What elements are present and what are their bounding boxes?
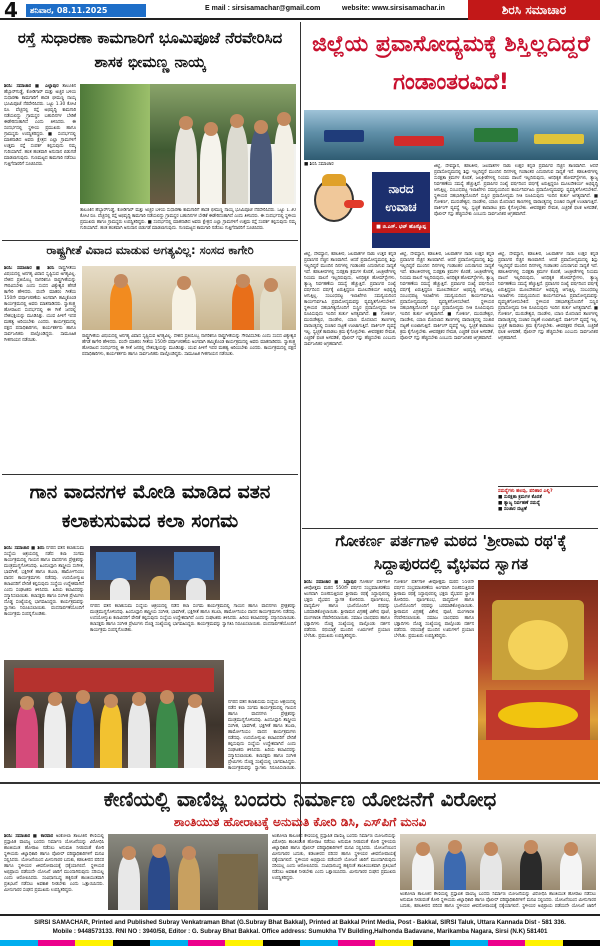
kerebandaru-memo-photo bbox=[108, 834, 268, 910]
gokarna-dateline: ಶಿರಸಿ: ಸಮಾಚಾರ ■ ಸಿದ್ದಾಪುರ bbox=[304, 580, 357, 585]
gokarna-text-col2: ಗೋಕರ್ಣ ಪರ್ತಗಾಳಿ ಜೀವೋತ್ತಮ ಮಠದ 550ನೇ ವರ್ಷದ ಸಂಭ್ರಮಾಚರಣೆಯ ಅಂಗವಾಗಿ ಸಂಚರಿಸುತ್ತಿರುವ ಶ್ರೀರಾಮ ರಥಕ್ಕೆ ಸಿದ್ದಾಪುರದಲ್ಲಿ ಭಕ್ತರು ವೈಭವದ ಸ್ವಾಗತ ಕೋರಿದರು. ಪೂರ್ಣಕುಂಭ, ವಾದ್ಯಮೇಳ ಹಾಗೂ ಭಜನೆಯೊಂದಿಗೆ ರಥವನ್ನು ಬರಮಾಡಿಕೊಳ್ಳಲಾಯಿತು. ಶ್ರೀರಾಮನ ವಿಗ್ರಹಕ್ಕೆ ವಿಶೇಷ ಪೂಜೆ, ಮಂಗಳಾರತಿ ನೆರವೇರಿಸಲಾಯಿತು. ಸಮಾಜ ಬಾಂಧವರು ಹಾಗೂ ಭಕ್ತಾದಿಗಳು ದೊಡ್ಡ ಸಂಖ್ಯೆಯಲ್ಲಿ ಪಾಲ್ಗೊಂಡು ದರ್ಶನ ಪಡೆದರು. ರಥಯಾತ್ರೆ ಮುಂದಿನ ಊರುಗಳಿಗೆ ಪ್ರಯಾಣ ಬೆಳೆಸಿತು. ಪ್ರಮುಖರು ಉಪಸ್ಥಿತರಿದ್ದರು. bbox=[394, 580, 474, 639]
side-note-line: ■ ಸುರಕ್ಷತಾ ಕ್ರಮಗಳ ಕೊರತೆ bbox=[498, 495, 542, 500]
kerebandaru-dateline: ಶಿರಸಿ: ಸಮಾಚಾರ ■ ಕಾರವಾರ bbox=[4, 834, 54, 839]
gokarna-body bbox=[304, 580, 390, 780]
kerebandaru-body-col2 bbox=[272, 834, 396, 910]
naarada-author: ■ ಜಿ.ಎಸ್. ಭಟ್ ಹೊಸ್ಕೊಪ್ಪ bbox=[372, 222, 430, 233]
rule bbox=[2, 240, 298, 241]
bhoomi-pooje-headline: ರಸ್ತೆ ಸುಧಾರಣಾ ಕಾಮಗಾರಿಗೆ ಭೂಮಿಪೂಜೆ ನೆರವೇರಿಸಿದ ಶಾಸಕ ಭೀಮಣ್ಣ ನಾಯ್ಕ bbox=[17, 29, 283, 71]
pravasodyama-text-col1: ಜಿಲ್ಲೆ, ದೇವಸ್ಥಾನ, ಕಡಲತೀರ, ಜಲಪಾತಗಳ ನಾಡು ಉತ್ತರ ಕನ್ನಡ ಪ್ರವಾಸಿಗರ ನೆಚ್ಚಿನ ತಾಣವಾಗಿದೆ. ಆದರೆ ಪ್ರವಾಸೋದ್ಯಮದಲ್ಲಿ ಶಿಸ್ತು ಇಲ್ಲದಿದ್ದರೆ ಮುಂದಿನ ದಿನಗಳಲ್ಲಿ ಗಂಡಾಂತರ ಎದುರಾಗುವ ಸಾಧ್ಯತೆ ಇದೆ. ಕಡಲತೀರಗಳಲ್ಲಿ ಸುರಕ್ಷತಾ ಕ್ರಮಗಳ ಕೊರತೆ, ಜಲಕ್ರೀಡೆಗಳಲ್ಲಿ ನಿಯಮ ಪಾಲನೆ ಇಲ್ಲದಿರುವುದು, ಅನಧಿಕೃತ ಹೋಮ್‌ಸ್ಟೇಗಳು, ತ್ಯಾಜ್ಯ ನಿರ್ವಹಣೆಯ ಸಮಸ್ಯೆ ಹೆಚ್ಚುತ್ತಿದೆ. ಪ್ರವಾಸಿಗರ ಸಂಖ್ಯೆ ವರ್ಷದಿಂದ ವರ್ಷಕ್ಕೆ ಏರುತ್ತಿದ್ದರೂ ಮೂಲಸೌಕರ್ಯ ಅಭಿವೃದ್ಧಿ ಆಗುತ್ತಿಲ್ಲ. ಸಂಬಂಧಪಟ್ಟ ಇಲಾಖೆಗಳು ಸಮನ್ವಯದಿಂದ ಕಾರ್ಯನಿರ್ವಹಿಸಿ ಪ್ರವಾಸೋದ್ಯಮವನ್ನು ವ್ಯವಸ್ಥಿತಗೊಳಿಸಬೇಕಿದೆ. ಸ್ಥಳೀಯರ ಸಹಭಾಗಿತ್ವದೊಂದಿಗೆ ಸುಸ್ಥಿರ ಪ್ರವಾಸೋದ್ಯಮ ನೀತಿ ರೂಪಿಸುವುದು ಇಂದಿನ ತುರ್ತು ಅಗತ್ಯವಾಗಿದೆ. ■ ಗೋಕರ್ಣ, ಮುರುಡೇಶ್ವರ, ದಾಂಡೇಲಿ, ಯಾಣ ಮೊದಲಾದ ತಾಣಗಳಲ್ಲಿ ವಾರಾಂತ್ಯದಲ್ಲಿ ಸಂಚಾರ ದಟ್ಟಣೆ ಉಂಟಾಗುತ್ತಿದೆ. ಪಾರ್ಕಿಂಗ್ ವ್ಯವಸ್ಥೆ ಇಲ್ಲ. ಸ್ವಚ್ಛತೆ ಕಾಪಾಡಲು ಕ್ರಮ ಕೈಗೊಳ್ಳಬೇಕು. ಜೀವರಕ್ಷಕರ ನೇಮಕ, ಎಚ್ಚರಿಕೆ ಫಲಕ ಅಳವಡಿಕೆ, ಪೊಲೀಸ್ ಗಸ್ತು ಹೆಚ್ಚಿಸಬೇಕು ಎಂಬುದು ಸಾರ್ವಜನಿಕರ ಆಗ್ರಹವಾಗಿದೆ. bbox=[304, 252, 396, 347]
sriraama-ratha-photo bbox=[478, 580, 598, 780]
side-note-heading: ಸಮಸ್ಯೆಗಳು ಹಲವು, ಪರಿಹಾರ ಎಲ್ಲಿ? bbox=[498, 489, 553, 494]
gaana-group-photo bbox=[4, 660, 224, 768]
naarada-uvaacha-box bbox=[372, 172, 430, 248]
naarada-cartoon bbox=[304, 172, 370, 248]
kerebandaru-body-col3 bbox=[400, 892, 596, 910]
rashtrageete-dateline: ಶಿರಸಿ: ಸಮಾಚಾರ ■ ಶಿರಸಿ bbox=[4, 266, 55, 271]
gokarna-body-col2 bbox=[394, 580, 474, 780]
bhoomi-pooje-body-cont bbox=[80, 208, 296, 238]
rule bbox=[0, 782, 600, 784]
rashtrageete-photo bbox=[82, 266, 296, 330]
bhoomi-pooje-body bbox=[4, 84, 76, 252]
page-header bbox=[0, 0, 600, 20]
pravasodyama-body bbox=[434, 164, 598, 248]
rashtrageete-headline: ರಾಷ್ಟ್ರಗೀತೆ ವಿವಾದ ಮಾಡುವ ಅಗತ್ಯವಿಲ್ಲ: ಸಂಸದ ಕಾಗೇರಿ bbox=[46, 244, 254, 257]
gaana-stage-photo bbox=[90, 546, 220, 600]
imprint-line-2: Mobile : 9448573133. RNI NO : 3940/58, Editor : G. Subray Bhat Bakkal. Office address: Sumukha TV Building,Halhonda Badavane, Marikamba Nagara, Sirsi (N.K) 581401 bbox=[52, 928, 548, 935]
kerebandaru-office-photo bbox=[400, 834, 596, 890]
pravasodyama-text-col3: ಜಿಲ್ಲೆ, ದೇವಸ್ಥಾನ, ಕಡಲತೀರ, ಜಲಪಾತಗಳ ನಾಡು ಉತ್ತರ ಕನ್ನಡ ಪ್ರವಾಸಿಗರ ನೆಚ್ಚಿನ ತಾಣವಾಗಿದೆ. ಆದರೆ ಪ್ರವಾಸೋದ್ಯಮದಲ್ಲಿ ಶಿಸ್ತು ಇಲ್ಲದಿದ್ದರೆ ಮುಂದಿನ ದಿನಗಳಲ್ಲಿ ಗಂಡಾಂತರ ಎದುರಾಗುವ ಸಾಧ್ಯತೆ ಇದೆ. ಕಡಲತೀರಗಳಲ್ಲಿ ಸುರಕ್ಷತಾ ಕ್ರಮಗಳ ಕೊರತೆ, ಜಲಕ್ರೀಡೆಗಳಲ್ಲಿ ನಿಯಮ ಪಾಲನೆ ಇಲ್ಲದಿರುವುದು, ಅನಧಿಕೃತ ಹೋಮ್‌ಸ್ಟೇಗಳು, ತ್ಯಾಜ್ಯ ನಿರ್ವಹಣೆಯ ಸಮಸ್ಯೆ ಹೆಚ್ಚುತ್ತಿದೆ. ಪ್ರವಾಸಿಗರ ಸಂಖ್ಯೆ ವರ್ಷದಿಂದ ವರ್ಷಕ್ಕೆ ಏರುತ್ತಿದ್ದರೂ ಮೂಲಸೌಕರ್ಯ ಅಭಿವೃದ್ಧಿ ಆಗುತ್ತಿಲ್ಲ. ಸಂಬಂಧಪಟ್ಟ ಇಲಾಖೆಗಳು ಸಮನ್ವಯದಿಂದ ಕಾರ್ಯನಿರ್ವಹಿಸಿ ಪ್ರವಾಸೋದ್ಯಮವನ್ನು ವ್ಯವಸ್ಥಿತಗೊಳಿಸಬೇಕಿದೆ. ಸ್ಥಳೀಯರ ಸಹಭಾಗಿತ್ವದೊಂದಿಗೆ ಸುಸ್ಥಿರ ಪ್ರವಾಸೋದ್ಯಮ ನೀತಿ ರೂಪಿಸುವುದು ಇಂದಿನ ತುರ್ತು ಅಗತ್ಯವಾಗಿದೆ. ■ ಗೋಕರ್ಣ, ಮುರುಡೇಶ್ವರ, ದಾಂಡೇಲಿ, ಯಾಣ ಮೊದಲಾದ ತಾಣಗಳಲ್ಲಿ ವಾರಾಂತ್ಯದಲ್ಲಿ ಸಂಚಾರ ದಟ್ಟಣೆ ಉಂಟಾಗುತ್ತಿದೆ. ಪಾರ್ಕಿಂಗ್ ವ್ಯವಸ್ಥೆ ಇಲ್ಲ. ಸ್ವಚ್ಛತೆ ಕಾಪಾಡಲು ಕ್ರಮ ಕೈಗೊಳ್ಳಬೇಕು. ಜೀವರಕ್ಷಕರ ನೇಮಕ, ಎಚ್ಚರಿಕೆ ಫಲಕ ಅಳವಡಿಕೆ, ಪೊಲೀಸ್ ಗಸ್ತು ಹೆಚ್ಚಿಸಬೇಕು ಎಂಬುದು ಸಾರ್ವಜನಿಕರ ಆಗ್ರಹವಾಗಿದೆ. bbox=[498, 252, 598, 341]
column-divider bbox=[300, 22, 301, 842]
header-email: E mail : sirsisamachar@gmail.com bbox=[205, 5, 321, 12]
gaana-text-mid: ನಗರದ ವತನ ಕಲಾಕುಸುಮ ಸಂಸ್ಥೆಯ ಆಶ್ರಯದಲ್ಲಿ ನಡೆದ ಕಲಾ ಸಂಗಮ ಕಾರ್ಯಕ್ರಮದಲ್ಲಿ ಗಾಯನ ಹಾಗೂ ವಾದನಗಳು ಪ್ರೇಕ್ಷಕರನ್ನು ಮಂತ್ರಮುಗ್ಧಗೊಳಿಸಿದವು. ಹಿಂದೂಸ್ತಾನಿ ಶಾಸ್ತ್ರೀಯ ಸಂಗೀತ, ಭಾವಗೀತೆ, ಭಕ್ತಿಗೀತೆ ಹಾಗೂ ತಬಲಾ, ಹಾರ್ಮೋನಿಯಂ ವಾದನ ಕಾರ್ಯಕ್ರಮಗಳು ನಡೆದವು. ಉದಯೋನ್ಮುಖ ಕಲಾವಿದರಿಗೆ ವೇದಿಕೆ ಕಲ್ಪಿಸುವುದು ಸಂಸ್ಥೆಯ ಉದ್ದೇಶವಾಗಿದೆ ಎಂದು ಸಂಘಟಕರು ತಿಳಿಸಿದರು. ಹಿರಿಯ ಕಲಾವಿದರನ್ನು ಸನ್ಮಾನಿಸಲಾಯಿತು. ಕಲಾಸಕ್ತರು ಹಾಗೂ ಸಂಗೀತ ಪ್ರೇಮಿಗಳು ದೊಡ್ಡ ಸಂಖ್ಯೆಯಲ್ಲಿ ಭಾಗವಹಿಸಿದ್ದರು. ಕಾರ್ಯಕ್ರಮವನ್ನು ಸ್ವಾಗತಿಸಿ ನಿರೂಪಿಸಲಾಯಿತು. ವಂದನಾರ್ಪಣೆಯೊಂದಿಗೆ ಕಾರ್ಯಕ್ರಮ ಸಂಪನ್ನಗೊಂಡಿತು. bbox=[90, 604, 296, 633]
gaana-text-end: ನಗರದ ವತನ ಕಲಾಕುಸುಮ ಸಂಸ್ಥೆಯ ಆಶ್ರಯದಲ್ಲಿ ನಡೆದ ಕಲಾ ಸಂಗಮ ಕಾರ್ಯಕ್ರಮದಲ್ಲಿ ಗಾಯನ ಹಾಗೂ ವಾದನಗಳು ಪ್ರೇಕ್ಷಕರನ್ನು ಮಂತ್ರಮುಗ್ಧಗೊಳಿಸಿದವು. ಹಿಂದೂಸ್ತಾನಿ ಶಾಸ್ತ್ರೀಯ ಸಂಗೀತ, ಭಾವಗೀತೆ, ಭಕ್ತಿಗೀತೆ ಹಾಗೂ ತಬಲಾ, ಹಾರ್ಮೋನಿಯಂ ವಾದನ ಕಾರ್ಯಕ್ರಮಗಳು ನಡೆದವು. ಉದಯೋನ್ಮುಖ ಕಲಾವಿದರಿಗೆ ವೇದಿಕೆ ಕಲ್ಪಿಸುವುದು ಸಂಸ್ಥೆಯ ಉದ್ದೇಶವಾಗಿದೆ ಎಂದು ಸಂಘಟಕರು ತಿಳಿಸಿದರು. ಹಿರಿಯ ಕಲಾವಿದರನ್ನು ಸನ್ಮಾನಿಸಲಾಯಿತು. ಕಲಾಸಕ್ತರು ಹಾಗೂ ಸಂಗೀತ ಪ್ರೇಮಿಗಳು ದೊಡ್ಡ ಸಂಖ್ಯೆಯಲ್ಲಿ ಭಾಗವಹಿಸಿದ್ದರು. ಕಾರ್ಯಕ್ರಮವನ್ನು ಸ್ವಾಗತಿಸಿ ನಿರೂಪಿಸಲಾಯಿತು. bbox=[228, 700, 296, 771]
side-note-line: ■ ತ್ಯಾಜ್ಯ ನಿರ್ವಹಣೆ ಸಮಸ್ಯೆ bbox=[498, 501, 541, 506]
pravasodyama-body-col2 bbox=[400, 252, 494, 526]
masthead-brand: ಶಿರಸಿ ಸಮಾಚಾರ bbox=[468, 0, 600, 20]
bhoomi-pooje-dateline: ಶಿರಸಿ: ಸಮಾಚಾರ ■ ಎಲ್ಲಾಪುರ bbox=[4, 84, 59, 89]
kerebandaru-text-col3: ಅಂಕೋಲಾ ತಾಲೂಕಿನ ಕೇಣಿಯಲ್ಲಿ ಪ್ರಸ್ತಾಪಿತ ವಾಣಿಜ್ಯ ಬಂದರು ನಿರ್ಮಾಣ ಯೋಜನೆಯನ್ನು ವಿರೋಧಿಸಿ ಶಾಂತಿಯುತ ಹೋರಾಟ ನಡೆಸಲು ಅನುಮತಿ ನೀಡುವಂತೆ ಕೋರಿ ಸ್ಥಳೀಯರು ಜಿಲ್ಲಾಧಿಕಾರಿ ಹಾಗೂ ಪೊಲೀಸ್ ವರಿಷ್ಠಾಧಿಕಾರಿಗಳಿಗೆ ಮನವಿ ಸಲ್ಲಿಸಿದರು. ಯೋಜನೆಯಿಂದ ಮೀನುಗಾರರ ಬದುಕು, ಕಡಲತೀರದ ಪರಿಸರ ಹಾಗೂ ಸ್ಥಳೀಯರ ಜೀವನೋಪಾಯಕ್ಕೆ ಧಕ್ಕೆಯಾಗಲಿದೆ. ಸ್ಥಳೀಯರ ಅಭಿಪ್ರಾಯ ಪಡೆಯದೇ ಯೋಜನೆ ಜಾರಿಗೆ bbox=[400, 892, 596, 909]
kerebandaru-text: ಅಂಕೋಲಾ ತಾಲೂಕಿನ ಕೇಣಿಯಲ್ಲಿ ಪ್ರಸ್ತಾಪಿತ ವಾಣಿಜ್ಯ ಬಂದರು ನಿರ್ಮಾಣ ಯೋಜನೆಯನ್ನು ವಿರೋಧಿಸಿ ಶಾಂತಿಯುತ ಹೋರಾಟ ನಡೆಸಲು ಅನುಮತಿ ನೀಡುವಂತೆ ಕೋರಿ ಸ್ಥಳೀಯರು ಜಿಲ್ಲಾಧಿಕಾರಿ ಹಾಗೂ ಪೊಲೀಸ್ ವರಿಷ್ಠಾಧಿಕಾರಿಗಳಿಗೆ ಮನವಿ ಸಲ್ಲಿಸಿದರು. ಯೋಜನೆಯಿಂದ ಮೀನುಗಾರರ ಬದುಕು, ಕಡಲತೀರದ ಪರಿಸರ ಹಾಗೂ ಸ್ಥಳೀಯರ ಜೀವನೋಪಾಯಕ್ಕೆ ಧಕ್ಕೆಯಾಗಲಿದೆ. ಸ್ಥಳೀಯರ ಅಭಿಪ್ರಾಯ ಪಡೆಯದೇ ಯೋಜನೆ ಜಾರಿಗೆ ಮುಂದಾಗಿರುವುದು ಸರಿಯಲ್ಲ ಎಂದು ಆರೋಪಿಸಿದರು. ಸಂವಿಧಾನಬದ್ಧ ಹಕ್ಕಿನಂತೆ ಶಾಂತಿಯುತವಾಗಿ ಪ್ರತಿಭಟನೆ ನಡೆಸಲು ಅವಕಾಶ ನೀಡಬೇಕು ಎಂದು ಒತ್ತಾಯಿಸಿದರು. ಮೀನುಗಾರರ ಸಂಘದ ಪ್ರಮುಖರು ಉಪಸ್ಥಿತರಿದ್ದರು. bbox=[4, 834, 104, 893]
pravasodyama-beach-photo bbox=[304, 110, 598, 160]
rashtrageete-text-cont: ರಾಷ್ಟ್ರಗೀತೆಯ ವಿಷಯದಲ್ಲಿ ಅನಗತ್ಯ ವಿವಾದ ಸೃಷ್ಟಿಸುವ ಅಗತ್ಯವಿಲ್ಲ. ದೇಶದ ಪ್ರತಿಯೊಬ್ಬ ನಾಗರಿಕನೂ ರಾಷ್ಟ್ರಗೀತೆಯನ್ನು ಗೌರವಿಸಬೇಕು ಎಂದು ಸಂಸದ ವಿಶ್ವೇಶ್ವರ ಹೆಗಡೆ ಕಾಗೇರಿ ಹೇಳಿದರು. ವಂದೇ ಮಾತರಂ ಗೀತೆಯ 150ನೇ ವರ್ಷಾಚರಣೆಯ ಅಂಗವಾಗಿ ಹಮ್ಮಿಕೊಂಡ ಕಾರ್ಯಕ್ರಮದಲ್ಲಿ ಅವರು ಮಾತನಾಡಿದರು. ಸ್ವಾತಂತ್ರ್ಯ ಹೋರಾಟದ ಸಂದರ್ಭದಲ್ಲಿ ಈ ಗೀತೆ ಜನರಲ್ಲಿ ದೇಶಭಕ್ತಿಯನ್ನು ಮೂಡಿಸಿತ್ತು. ಯುವ ಪೀಳಿಗೆ ಇದರ ಮಹತ್ವ ಅರಿಯಬೇಕು ಎಂದರು. ಕಾರ್ಯಕ್ರಮದಲ್ಲಿ ಪಕ್ಷದ ಪದಾಧಿಕಾರಿಗಳು, ಕಾರ್ಯಕರ್ತರು ಹಾಗೂ ಸಾರ್ವಜನಿಕರು ಪಾಲ್ಗೊಂಡಿದ್ದರು. ಸಾಮೂಹಿಕ ಗೀತಗಾಯನ ನಡೆಯಿತು. bbox=[82, 334, 296, 357]
pravasodyama-side-note bbox=[498, 486, 598, 526]
rule bbox=[2, 474, 298, 475]
kerebandaru-body bbox=[4, 834, 104, 910]
issue-date: ಶನಿವಾರ, 08.11.2025 bbox=[26, 4, 146, 17]
side-note-line: ■ ಸಂಚಾರ ದಟ್ಟಣೆ bbox=[498, 507, 527, 512]
gaana-body-end bbox=[228, 700, 296, 772]
gaana-text: ನಗರದ ವತನ ಕಲಾಕುಸುಮ ಸಂಸ್ಥೆಯ ಆಶ್ರಯದಲ್ಲಿ ನಡೆದ ಕಲಾ ಸಂಗಮ ಕಾರ್ಯಕ್ರಮದಲ್ಲಿ ಗಾಯನ ಹಾಗೂ ವಾದನಗಳು ಪ್ರೇಕ್ಷಕರನ್ನು ಮಂತ್ರಮುಗ್ಧಗೊಳಿಸಿದವು. ಹಿಂದೂಸ್ತಾನಿ ಶಾಸ್ತ್ರೀಯ ಸಂಗೀತ, ಭಾವಗೀತೆ, ಭಕ್ತಿಗೀತೆ ಹಾಗೂ ತಬಲಾ, ಹಾರ್ಮೋನಿಯಂ ವಾದನ ಕಾರ್ಯಕ್ರಮಗಳು ನಡೆದವು. ಉದಯೋನ್ಮುಖ ಕಲಾವಿದರಿಗೆ ವೇದಿಕೆ ಕಲ್ಪಿಸುವುದು ಸಂಸ್ಥೆಯ ಉದ್ದೇಶವಾಗಿದೆ ಎಂದು ಸಂಘಟಕರು ತಿಳಿಸಿದರು. ಹಿರಿಯ ಕಲಾವಿದರನ್ನು ಸನ್ಮಾನಿಸಲಾಯಿತು. ಕಲಾಸಕ್ತರು ಹಾಗೂ ಸಂಗೀತ ಪ್ರೇಮಿಗಳು ದೊಡ್ಡ ಸಂಖ್ಯೆಯಲ್ಲಿ ಭಾಗವಹಿಸಿದ್ದರು. ಕಾರ್ಯಕ್ರಮವನ್ನು ಸ್ವಾಗತಿಸಿ ನಿರೂಪಿಸಲಾಯಿತು. ವಂದನಾರ್ಪಣೆಯೊಂದಿಗೆ ಕಾರ್ಯಕ್ರಮ ಸಂಪನ್ನಗೊಂಡಿತು. bbox=[4, 546, 84, 617]
color-registration-strip bbox=[0, 940, 600, 946]
pravasodyama-body-col3 bbox=[498, 252, 598, 482]
gokarna-text: ಗೋಕರ್ಣ ಪರ್ತಗಾಳಿ ಜೀವೋತ್ತಮ ಮಠದ 550ನೇ ವರ್ಷದ ಸಂಭ್ರಮಾಚರಣೆಯ ಅಂಗವಾಗಿ ಸಂಚರಿಸುತ್ತಿರುವ ಶ್ರೀರಾಮ ರಥಕ್ಕೆ ಸಿದ್ದಾಪುರದಲ್ಲಿ ಭಕ್ತರು ವೈಭವದ ಸ್ವಾಗತ ಕೋರಿದರು. ಪೂರ್ಣಕುಂಭ, ವಾದ್ಯಮೇಳ ಹಾಗೂ ಭಜನೆಯೊಂದಿಗೆ ರಥವನ್ನು ಬರಮಾಡಿಕೊಳ್ಳಲಾಯಿತು. ಶ್ರೀರಾಮನ ವಿಗ್ರಹಕ್ಕೆ ವಿಶೇಷ ಪೂಜೆ, ಮಂಗಳಾರತಿ ನೆರವೇರಿಸಲಾಯಿತು. ಸಮಾಜ ಬಾಂಧವರು ಹಾಗೂ ಭಕ್ತಾದಿಗಳು ದೊಡ್ಡ ಸಂಖ್ಯೆಯಲ್ಲಿ ಪಾಲ್ಗೊಂಡು ದರ್ಶನ ಪಡೆದರು. ರಥಯಾತ್ರೆ ಮುಂದಿನ ಊರುಗಳಿಗೆ ಪ್ರಯಾಣ ಬೆಳೆಸಿತು. ಪ್ರಮುಖರು ಉಪಸ್ಥಿತರಿದ್ದರು. bbox=[304, 580, 390, 639]
kerebandaru-headline: ಕೇಣಿಯಲ್ಲಿ ವಾಣಿಜ್ಯ ಬಂದರು ನಿರ್ಮಾಣ ಯೋಜನೆಗೆ ವಿರೋಧ bbox=[103, 787, 497, 811]
naarada-title: ನಾರದ ಉವಾಚ bbox=[385, 182, 417, 214]
bhoomi-pooje-photo bbox=[80, 84, 296, 204]
pravasodyama-body-col1 bbox=[304, 252, 396, 526]
rashtrageete-body-cont bbox=[82, 334, 296, 472]
kerebandaru-text-col2: ಅಂಕೋಲಾ ತಾಲೂಕಿನ ಕೇಣಿಯಲ್ಲಿ ಪ್ರಸ್ತಾಪಿತ ವಾಣಿಜ್ಯ ಬಂದರು ನಿರ್ಮಾಣ ಯೋಜನೆಯನ್ನು ವಿರೋಧಿಸಿ ಶಾಂತಿಯುತ ಹೋರಾಟ ನಡೆಸಲು ಅನುಮತಿ ನೀಡುವಂತೆ ಕೋರಿ ಸ್ಥಳೀಯರು ಜಿಲ್ಲಾಧಿಕಾರಿ ಹಾಗೂ ಪೊಲೀಸ್ ವರಿಷ್ಠಾಧಿಕಾರಿಗಳಿಗೆ ಮನವಿ ಸಲ್ಲಿಸಿದರು. ಯೋಜನೆಯಿಂದ ಮೀನುಗಾರರ ಬದುಕು, ಕಡಲತೀರದ ಪರಿಸರ ಹಾಗೂ ಸ್ಥಳೀಯರ ಜೀವನೋಪಾಯಕ್ಕೆ ಧಕ್ಕೆಯಾಗಲಿದೆ. ಸ್ಥಳೀಯರ ಅಭಿಪ್ರಾಯ ಪಡೆಯದೇ ಯೋಜನೆ ಜಾರಿಗೆ ಮುಂದಾಗಿರುವುದು ಸರಿಯಲ್ಲ ಎಂದು ಆರೋಪಿಸಿದರು. ಸಂವಿಧಾನಬದ್ಧ ಹಕ್ಕಿನಂತೆ ಶಾಂತಿಯುತವಾಗಿ ಪ್ರತಿಭಟನೆ ನಡೆಸಲು ಅವಕಾಶ ನೀಡಬೇಕು ಎಂದು ಒತ್ತಾಯಿಸಿದರು. ಮೀನುಗಾರರ ಸಂಘದ ಪ್ರಮುಖರು ಉಪಸ್ಥಿತರಿದ್ದರು. bbox=[272, 834, 396, 881]
pravasodyama-headline: ಜಿಲ್ಲೆಯ ಪ್ರವಾಸೋದ್ಯಮಕ್ಕೆ ಶಿಸ್ತಿಲ್ಲದಿದ್ದರೆ ಗಂಡಾಂತರವಿದೆ! bbox=[312, 32, 590, 95]
rashtrageete-text: ರಾಷ್ಟ್ರಗೀತೆಯ ವಿಷಯದಲ್ಲಿ ಅನಗತ್ಯ ವಿವಾದ ಸೃಷ್ಟಿಸುವ ಅಗತ್ಯವಿಲ್ಲ. ದೇಶದ ಪ್ರತಿಯೊಬ್ಬ ನಾಗರಿಕನೂ ರಾಷ್ಟ್ರಗೀತೆಯನ್ನು ಗೌರವಿಸಬೇಕು ಎಂದು ಸಂಸದ ವಿಶ್ವೇಶ್ವರ ಹೆಗಡೆ ಕಾಗೇರಿ ಹೇಳಿದರು. ವಂದೇ ಮಾತರಂ ಗೀತೆಯ 150ನೇ ವರ್ಷಾಚರಣೆಯ ಅಂಗವಾಗಿ ಹಮ್ಮಿಕೊಂಡ ಕಾರ್ಯಕ್ರಮದಲ್ಲಿ ಅವರು ಮಾತನಾಡಿದರು. ಸ್ವಾತಂತ್ರ್ಯ ಹೋರಾಟದ ಸಂದರ್ಭದಲ್ಲಿ ಈ ಗೀತೆ ಜನರಲ್ಲಿ ದೇಶಭಕ್ತಿಯನ್ನು ಮೂಡಿಸಿತ್ತು. ಯುವ ಪೀಳಿಗೆ ಇದರ ಮಹತ್ವ ಅರಿಯಬೇಕು ಎಂದರು. ಕಾರ್ಯಕ್ರಮದಲ್ಲಿ ಪಕ್ಷದ ಪದಾಧಿಕಾರಿಗಳು, ಕಾರ್ಯಕರ್ತರು ಹಾಗೂ ಸಾರ್ವಜನಿಕರು ಪಾಲ್ಗೊಂಡಿದ್ದರು. ಸಾಮೂಹಿಕ ಗೀತಗಾಯನ ನಡೆಯಿತು. bbox=[4, 266, 76, 343]
header-website: website: www.sirsisamachar.in bbox=[342, 5, 445, 12]
gokarna-headline: ಗೋಕರ್ಣ ಪರ್ತಗಾಳಿ ಮಠದ 'ಶ್ರೀರಾಮ ರಥ'ಕ್ಕೆ ಸಿದ್ದಾಪುರದಲ್ಲಿ ವೈಭವದ ಸ್ವಾಗತ bbox=[335, 532, 567, 573]
kerebandaru-subheadline: ಶಾಂತಿಯುತ ಹೋರಾಟಕ್ಕೆ ಅನುಮತಿ ಕೋರಿ ಡಿಸಿ, ಎಸ್‌ಪಿಗೆ ಮನವಿ bbox=[173, 815, 427, 829]
rashtrageete-body bbox=[4, 266, 76, 472]
gaana-dateline: ಶಿರಸಿ: ಸಮಾಚಾರ ■ ಶಿರಸಿ bbox=[4, 546, 45, 551]
gaana-headline: ಗಾನ ವಾದನಗಳ ಮೋಡಿ ಮಾಡಿದ ವತನ ಕಲಾಕುಸುಮದ ಕಲಾ ಸಂಗಮ bbox=[29, 481, 271, 532]
bhoomi-pooje-text-cont: ತಾಲೂಕಿನ ಹೆಬ್ಬಾರ್‌ಗುಡ್ಡೆ, ಕೋಡಿಗಾರ್ ಮತ್ತು ಅಚ್ಚರ ಬಳಿಯ ಸುಧಾರಣಾ ಕಾಮಗಾರಿಗೆ ಶಾಸಕ ಭೀಮಣ್ಣ ನಾಯ್ಕ ಭೂಮಿಪೂಜೆ ನೆರವೇರಿಸಿದರು. ಒಟ್ಟು 1.30 ಕೋಟಿ ರೂ. ವೆಚ್ಚದಲ್ಲಿ ರಸ್ತೆ ಅಭಿವೃದ್ಧಿ ಕಾಮಗಾರಿ ನಡೆಯಲಿದ್ದು ಗ್ರಾಮಸ್ಥರ ಬಹುದಿನಗಳ ಬೇಡಿಕೆ ಈಡೇರಿದಂತಾಗಿದೆ ಎಂದು ತಿಳಿಸಿದರು. ಈ ಸಂದರ್ಭದಲ್ಲಿ ಸ್ಥಳೀಯ ಪ್ರಮುಖರು ಹಾಗೂ ಗ್ರಾಮಸ್ಥರು ಉಪಸ್ಥಿತರಿದ್ದರು. ■ ಸಂದರ್ಭದಲ್ಲಿ ಮಾತನಾಡಿದ ಅವರು ಕ್ಷೇತ್ರದ ಎಲ್ಲಾ ಗ್ರಾಮಗಳಿಗೆ ಉತ್ತಮ ರಸ್ತೆ ಸಂಪರ್ಕ ಕಲ್ಪಿಸುವುದು ನಮ್ಮ ಗುರಿಯಾಗಿದೆ. ಹಂತ ಹಂತವಾಗಿ ಅನುದಾನ ಬಿಡುಗಡೆ ಮಾಡಲಾಗುವುದು. ಗುಣಮಟ್ಟದ ಕಾಮಗಾರಿ ನಡೆಸಲು ಗುತ್ತಿಗೆದಾರರಿಗೆ ಸೂಚಿಸಿದರು. bbox=[80, 208, 296, 231]
imprint-line-1: SIRSI SAMACHAR, Printed and Published Subray Venkatraman Bhat (G.Subray Bhat Bakkal), Printed at Bakkal Print Media, Post - Bakkal, SIRSI Taluk, Uttara Kannada Dist - 581 336. bbox=[34, 919, 566, 926]
page-number: 4 bbox=[4, 0, 18, 22]
pravasodyama-text-col2: ಜಿಲ್ಲೆ, ದೇವಸ್ಥಾನ, ಕಡಲತೀರ, ಜಲಪಾತಗಳ ನಾಡು ಉತ್ತರ ಕನ್ನಡ ಪ್ರವಾಸಿಗರ ನೆಚ್ಚಿನ ತಾಣವಾಗಿದೆ. ಆದರೆ ಪ್ರವಾಸೋದ್ಯಮದಲ್ಲಿ ಶಿಸ್ತು ಇಲ್ಲದಿದ್ದರೆ ಮುಂದಿನ ದಿನಗಳಲ್ಲಿ ಗಂಡಾಂತರ ಎದುರಾಗುವ ಸಾಧ್ಯತೆ ಇದೆ. ಕಡಲತೀರಗಳಲ್ಲಿ ಸುರಕ್ಷತಾ ಕ್ರಮಗಳ ಕೊರತೆ, ಜಲಕ್ರೀಡೆಗಳಲ್ಲಿ ನಿಯಮ ಪಾಲನೆ ಇಲ್ಲದಿರುವುದು, ಅನಧಿಕೃತ ಹೋಮ್‌ಸ್ಟೇಗಳು, ತ್ಯಾಜ್ಯ ನಿರ್ವಹಣೆಯ ಸಮಸ್ಯೆ ಹೆಚ್ಚುತ್ತಿದೆ. ಪ್ರವಾಸಿಗರ ಸಂಖ್ಯೆ ವರ್ಷದಿಂದ ವರ್ಷಕ್ಕೆ ಏರುತ್ತಿದ್ದರೂ ಮೂಲಸೌಕರ್ಯ ಅಭಿವೃದ್ಧಿ ಆಗುತ್ತಿಲ್ಲ. ಸಂಬಂಧಪಟ್ಟ ಇಲಾಖೆಗಳು ಸಮನ್ವಯದಿಂದ ಕಾರ್ಯನಿರ್ವಹಿಸಿ ಪ್ರವಾಸೋದ್ಯಮವನ್ನು ವ್ಯವಸ್ಥಿತಗೊಳಿಸಬೇಕಿದೆ. ಸ್ಥಳೀಯರ ಸಹಭಾಗಿತ್ವದೊಂದಿಗೆ ಸುಸ್ಥಿರ ಪ್ರವಾಸೋದ್ಯಮ ನೀತಿ ರೂಪಿಸುವುದು ಇಂದಿನ ತುರ್ತು ಅಗತ್ಯವಾಗಿದೆ. ■ ಗೋಕರ್ಣ, ಮುರುಡೇಶ್ವರ, ದಾಂಡೇಲಿ, ಯಾಣ ಮೊದಲಾದ ತಾಣಗಳಲ್ಲಿ ವಾರಾಂತ್ಯದಲ್ಲಿ ಸಂಚಾರ ದಟ್ಟಣೆ ಉಂಟಾಗುತ್ತಿದೆ. ಪಾರ್ಕಿಂಗ್ ವ್ಯವಸ್ಥೆ ಇಲ್ಲ. ಸ್ವಚ್ಛತೆ ಕಾಪಾಡಲು ಕ್ರಮ ಕೈಗೊಳ್ಳಬೇಕು. ಜೀವರಕ್ಷಕರ ನೇಮಕ, ಎಚ್ಚರಿಕೆ ಫಲಕ ಅಳವಡಿಕೆ, ಪೊಲೀಸ್ ಗಸ್ತು ಹೆಚ್ಚಿಸಬೇಕು ಎಂಬುದು ಸಾರ್ವಜನಿಕರ ಆಗ್ರಹವಾಗಿದೆ. bbox=[400, 252, 494, 341]
pravasodyama-text: ಜಿಲ್ಲೆ, ದೇವಸ್ಥಾನ, ಕಡಲತೀರ, ಜಲಪಾತಗಳ ನಾಡು ಉತ್ತರ ಕನ್ನಡ ಪ್ರವಾಸಿಗರ ನೆಚ್ಚಿನ ತಾಣವಾಗಿದೆ. ಆದರೆ ಪ್ರವಾಸೋದ್ಯಮದಲ್ಲಿ ಶಿಸ್ತು ಇಲ್ಲದಿದ್ದರೆ ಮುಂದಿನ ದಿನಗಳಲ್ಲಿ ಗಂಡಾಂತರ ಎದುರಾಗುವ ಸಾಧ್ಯತೆ ಇದೆ. ಕಡಲತೀರಗಳಲ್ಲಿ ಸುರಕ್ಷತಾ ಕ್ರಮಗಳ ಕೊರತೆ, ಜಲಕ್ರೀಡೆಗಳಲ್ಲಿ ನಿಯಮ ಪಾಲನೆ ಇಲ್ಲದಿರುವುದು, ಅನಧಿಕೃತ ಹೋಮ್‌ಸ್ಟೇಗಳು, ತ್ಯಾಜ್ಯ ನಿರ್ವಹಣೆಯ ಸಮಸ್ಯೆ ಹೆಚ್ಚುತ್ತಿದೆ. ಪ್ರವಾಸಿಗರ ಸಂಖ್ಯೆ ವರ್ಷದಿಂದ ವರ್ಷಕ್ಕೆ ಏರುತ್ತಿದ್ದರೂ ಮೂಲಸೌಕರ್ಯ ಅಭಿವೃದ್ಧಿ ಆಗುತ್ತಿಲ್ಲ. ಸಂಬಂಧಪಟ್ಟ ಇಲಾಖೆಗಳು ಸಮನ್ವಯದಿಂದ ಕಾರ್ಯನಿರ್ವಹಿಸಿ ಪ್ರವಾಸೋದ್ಯಮವನ್ನು ವ್ಯವಸ್ಥಿತಗೊಳಿಸಬೇಕಿದೆ. ಸ್ಥಳೀಯರ ಸಹಭಾಗಿತ್ವದೊಂದಿಗೆ ಸುಸ್ಥಿರ ಪ್ರವಾಸೋದ್ಯಮ ನೀತಿ ರೂಪಿಸುವುದು ಇಂದಿನ ತುರ್ತು ಅಗತ್ಯವಾಗಿದೆ. ■ ಗೋಕರ್ಣ, ಮುರುಡೇಶ್ವರ, ದಾಂಡೇಲಿ, ಯಾಣ ಮೊದಲಾದ ತಾಣಗಳಲ್ಲಿ ವಾರಾಂತ್ಯದಲ್ಲಿ ಸಂಚಾರ ದಟ್ಟಣೆ ಉಂಟಾಗುತ್ತಿದೆ. ಪಾರ್ಕಿಂಗ್ ವ್ಯವಸ್ಥೆ ಇಲ್ಲ. ಸ್ವಚ್ಛತೆ ಕಾಪಾಡಲು ಕ್ರಮ ಕೈಗೊಳ್ಳಬೇಕು. ಜೀವರಕ್ಷಕರ ನೇಮಕ, ಎಚ್ಚರಿಕೆ ಫಲಕ ಅಳವಡಿಕೆ, ಪೊಲೀಸ್ ಗಸ್ತು ಹೆಚ್ಚಿಸಬೇಕು ಎಂಬುದು ಸಾರ್ವಜನಿಕರ ಆಗ್ರಹವಾಗಿದೆ. bbox=[434, 164, 598, 217]
pravasodyama-byline: ■ ಶಿರಸಿ ಸಮಾಚಾರ bbox=[304, 162, 334, 167]
imprint-footer bbox=[0, 914, 600, 946]
bhoomi-pooje-text: ತಾಲೂಕಿನ ಹೆಬ್ಬಾರ್‌ಗುಡ್ಡೆ, ಕೋಡಿಗಾರ್ ಮತ್ತು ಅಚ್ಚರ ಬಳಿಯ ಸುಧಾರಣಾ ಕಾಮಗಾರಿಗೆ ಶಾಸಕ ಭೀಮಣ್ಣ ನಾಯ್ಕ ಭೂಮಿಪೂಜೆ ನೆರವೇರಿಸಿದರು. ಒಟ್ಟು 1.30 ಕೋಟಿ ರೂ. ವೆಚ್ಚದಲ್ಲಿ ರಸ್ತೆ ಅಭಿವೃದ್ಧಿ ಕಾಮಗಾರಿ ನಡೆಯಲಿದ್ದು ಗ್ರಾಮಸ್ಥರ ಬಹುದಿನಗಳ ಬೇಡಿಕೆ ಈಡೇರಿದಂತಾಗಿದೆ ಎಂದು ತಿಳಿಸಿದರು. ಈ ಸಂದರ್ಭದಲ್ಲಿ ಸ್ಥಳೀಯ ಪ್ರಮುಖರು ಹಾಗೂ ಗ್ರಾಮಸ್ಥರು ಉಪಸ್ಥಿತರಿದ್ದರು. ■ ಸಂದರ್ಭದಲ್ಲಿ ಮಾತನಾಡಿದ ಅವರು ಕ್ಷೇತ್ರದ ಎಲ್ಲಾ ಗ್ರಾಮಗಳಿಗೆ ಉತ್ತಮ ರಸ್ತೆ ಸಂಪರ್ಕ ಕಲ್ಪಿಸುವುದು ನಮ್ಮ ಗುರಿಯಾಗಿದೆ. ಹಂತ ಹಂತವಾಗಿ ಅನುದಾನ ಬಿಡುಗಡೆ ಮಾಡಲಾಗುವುದು. ಗುಣಮಟ್ಟದ ಕಾಮಗಾರಿ ನಡೆಸಲು ಗುತ್ತಿಗೆದಾರರಿಗೆ ಸೂಚಿಸಿದರು. bbox=[4, 84, 76, 167]
rule bbox=[302, 528, 598, 529]
